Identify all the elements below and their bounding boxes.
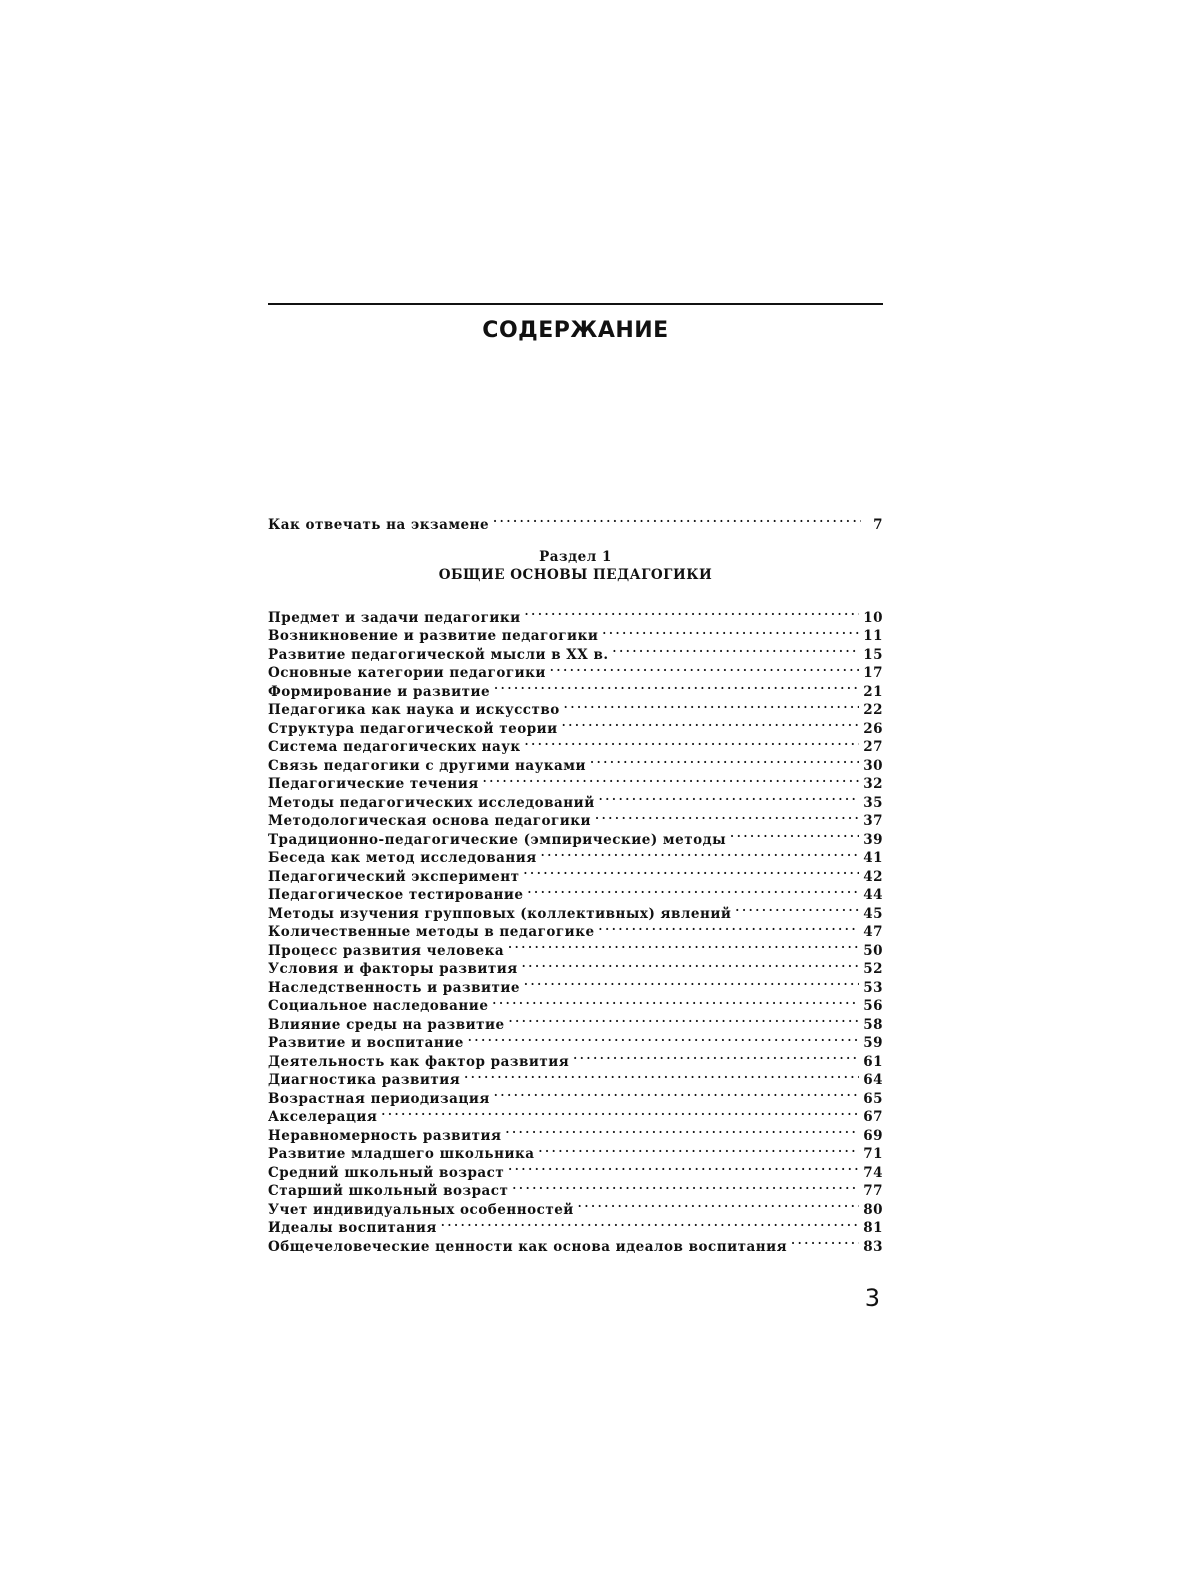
toc-entry-page: 71: [863, 1146, 883, 1162]
dot-leader: [595, 807, 859, 826]
toc-entry-page: 27: [863, 739, 883, 755]
toc-entry-page: 41: [863, 850, 883, 866]
dot-leader: [522, 955, 859, 974]
dot-leader: [538, 1140, 859, 1159]
dot-leader: [508, 1158, 859, 1177]
dot-leader: [730, 825, 859, 844]
dot-leader: [602, 622, 859, 641]
toc-entry-title: Развитие педагогической мысли в XX в.: [268, 646, 609, 663]
toc-list: [268, 603, 883, 1255]
toc-entry-page: 69: [863, 1127, 883, 1144]
toc-entry-title: Возрастная периодизация: [268, 1090, 490, 1107]
toc-entry-title: Идеалы воспитания: [268, 1220, 437, 1236]
dot-leader: [505, 1121, 859, 1140]
dot-leader: [512, 1177, 859, 1196]
dot-leader: [525, 733, 860, 752]
toc-entry-title: Связь педагогики с другими науками: [268, 757, 587, 774]
toc-entry-page: 11: [863, 628, 883, 644]
page-title: СОДЕРЖАНИЕ: [482, 318, 669, 343]
toc-entry-title: Условия и факторы развития: [268, 961, 518, 977]
toc-entry-title: Традиционно-педагогические (эмпирические) методы: [268, 831, 727, 848]
dot-leader: [528, 881, 860, 900]
toc-entry-page: 17: [863, 665, 883, 681]
dot-leader: [508, 936, 859, 955]
toc-entry-title: Количественные методы в педагогике: [268, 924, 595, 940]
toc-entry-page: 64: [863, 1072, 883, 1088]
toc-entry: [268, 603, 883, 626]
dot-leader: [381, 1103, 859, 1122]
toc-entry-title: Влияние среды на развитие: [268, 1016, 505, 1033]
toc-entry-page: 81: [863, 1220, 883, 1236]
toc-intro: [268, 510, 883, 533]
toc-entry-title: Неравномерность развития: [268, 1127, 502, 1144]
toc-entry-page: 30: [863, 757, 883, 774]
dot-leader: [735, 899, 859, 918]
toc-entry-title: Педагогическое тестирование: [268, 887, 524, 903]
toc-entry-page: 37: [863, 813, 883, 829]
toc-entry-page: 45: [863, 905, 883, 922]
page-number: 3: [864, 1284, 880, 1312]
toc-entry: [268, 510, 883, 533]
toc-entry-title: Система педагогических наук: [268, 739, 521, 755]
toc-entry-title: Беседа как метод исследования: [268, 850, 537, 866]
dot-leader: [525, 603, 860, 622]
toc-entry-page: 65: [863, 1090, 883, 1107]
toc-entry-title: Методы педагогических исследований: [268, 794, 595, 811]
dot-leader: [493, 510, 861, 529]
toc-entry-title: Педагогический эксперимент: [268, 868, 520, 885]
dot-leader: [791, 1232, 859, 1251]
toc-entry-page: 42: [863, 868, 883, 885]
toc-entry-page: 58: [863, 1016, 883, 1033]
toc-entry-page: 32: [863, 776, 883, 792]
toc-entry-title: Как отвечать на экзамене: [268, 516, 490, 533]
toc-entry-title: Развитие младшего школьника: [268, 1146, 535, 1162]
toc-entry-page: 22: [863, 702, 883, 718]
dot-leader: [468, 1029, 859, 1048]
toc-entry-title: Диагностика развития: [268, 1072, 461, 1088]
dot-leader: [578, 1195, 859, 1214]
toc-entry-title: Средний школьный возраст: [268, 1164, 505, 1181]
dot-leader: [613, 640, 860, 659]
toc-entry-title: Развитие и воспитание: [268, 1035, 464, 1051]
toc-entry-title: Структура педагогической теории: [268, 720, 558, 737]
dot-leader: [492, 992, 859, 1011]
dot-leader: [550, 659, 859, 678]
toc-entry-title: Учет индивидуальных особенностей: [268, 1201, 574, 1218]
dot-leader: [524, 862, 860, 881]
toc-entry-page: 56: [863, 998, 883, 1014]
toc-entry-title: Деятельность как фактор развития: [268, 1053, 570, 1070]
toc-entry-title: Старший школьный возраст: [268, 1183, 509, 1199]
toc-entry-page: 7: [873, 516, 883, 533]
toc-entry-title: Основные категории педагогики: [268, 665, 546, 681]
toc-entry-page: 80: [863, 1201, 883, 1218]
toc-entry-page: 10: [863, 609, 883, 626]
toc-entry-title: Педагогические течения: [268, 776, 479, 792]
dot-leader: [564, 696, 859, 715]
dot-leader: [494, 1084, 859, 1103]
section-name: ОБЩИЕ ОСНОВЫ ПЕДАГОГИКИ: [438, 567, 713, 583]
toc-entry-page: 52: [863, 961, 883, 977]
section-heading: [268, 548, 883, 584]
dot-leader: [494, 677, 859, 696]
toc-entry-page: 53: [863, 979, 883, 996]
toc-entry-page: 83: [863, 1238, 883, 1255]
dot-leader: [562, 714, 860, 733]
toc-entry-title: Методы изучения групповых (коллективных) явлений: [268, 905, 732, 922]
dot-leader: [524, 973, 859, 992]
toc-entry-page: 59: [863, 1035, 883, 1051]
section-label: Раздел 1: [539, 549, 612, 565]
toc-entry-title: Возникновение и развитие педагогики: [268, 628, 599, 644]
toc-entry-title: Социальное наследование: [268, 998, 489, 1014]
toc-entry-page: 47: [863, 924, 883, 940]
dot-leader: [573, 1047, 859, 1066]
dot-leader: [599, 788, 859, 807]
toc-entry-title: Педагогика как наука и искусство: [268, 702, 560, 718]
dot-leader: [590, 751, 859, 770]
toc-entry-page: 26: [863, 720, 883, 737]
toc-entry-title: Процесс развития человека: [268, 942, 505, 959]
toc-entry-page: 21: [863, 683, 883, 700]
dot-leader: [464, 1066, 859, 1085]
dot-leader: [599, 918, 860, 937]
toc-entry-page: 77: [863, 1183, 883, 1199]
toc-entry-title: Акселерация: [268, 1109, 378, 1125]
toc-entry-page: 44: [863, 887, 883, 903]
toc-entry-page: 35: [863, 794, 883, 811]
dot-leader: [441, 1214, 859, 1233]
header-rule: [268, 303, 883, 305]
toc-entry-page: 74: [863, 1164, 883, 1181]
toc-entry-page: 15: [863, 646, 883, 663]
toc-entry-title: Формирование и развитие: [268, 683, 491, 700]
toc-entry-title: Общечеловеческие ценности как основа идеалов воспитания: [268, 1238, 788, 1255]
toc-entry-title: Методологическая основа педагогики: [268, 813, 592, 829]
toc-entry-title: Предмет и задачи педагогики: [268, 609, 521, 626]
toc-entry-page: 50: [863, 942, 883, 959]
toc-entry-title: Наследственность и развитие: [268, 979, 520, 996]
toc-entry-page: 67: [863, 1109, 883, 1125]
dot-leader: [541, 844, 859, 863]
dot-leader: [509, 1010, 860, 1029]
toc-entry-page: 61: [863, 1053, 883, 1070]
toc-entry-page: 39: [863, 831, 883, 848]
dot-leader: [483, 770, 860, 789]
